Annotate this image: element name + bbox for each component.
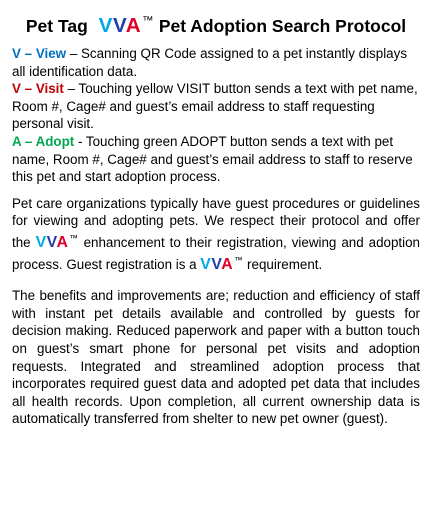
view-definition — [12, 45, 420, 80]
title-prefix: Pet Tag — [25, 15, 88, 36]
vva-letter-v2: V — [211, 255, 222, 273]
title-suffix: Pet Adoption Search Protocol — [158, 15, 407, 36]
benefits-paragraph: The benefits and improvements are; reduction and efficiency of staff with instant pet details available and controlled by guests for decision making. Reduced paperwork and paper with a button touch on guest’s smart phone for personal pet visits and adoption requests. Integrated and streamlined adoption process that incorporates required guest data and adopted pet data that includes all health records. Upon completion, all current ownership data is automatically transferred from shelter to new pet owner (guest). — [12, 288, 420, 427]
view-text: – Scanning QR Code assigned to a pet instantly displays all identification data. — [12, 45, 408, 79]
adopt-text: - Touching green ADOPT button sends a text with pet name, Room #, Cage# and guest’s email address to staff to reserve this pet and start adoption process. — [12, 133, 413, 185]
vva-letter-v1: V — [98, 13, 113, 37]
vva-letter-v2: V — [112, 13, 126, 37]
vva-logo-inline-2 — [200, 256, 243, 273]
protocol-text-1: Pet care organizations typically have guest procedures or guidelines for viewing and adopting pets. We respect their protocol and offer the — [12, 195, 420, 250]
vva-letter-v1: V — [200, 255, 212, 273]
page-title — [12, 10, 420, 37]
trademark-symbol: ™ — [234, 254, 244, 265]
vva-letter-a: A — [125, 13, 142, 37]
vva-logo-inline-1 — [36, 234, 79, 251]
vva-letter-a: A — [56, 233, 69, 251]
protocol-text-2: enhancement to their registration, viewing and adoption process. Guest registration is a — [12, 234, 420, 272]
trademark-symbol: ™ — [142, 15, 154, 27]
adopt-definition — [12, 133, 420, 186]
protocol-text-3: requirement. — [243, 256, 323, 272]
vva-letter-v1: V — [35, 233, 47, 251]
vva-logo — [99, 14, 154, 37]
visit-text: – Touching yellow VISIT button sends a text with pet name, Room #, Cage# and guest’s email address to staff requesting personal visit. — [12, 81, 418, 132]
adopt-key: A – Adopt — [12, 133, 75, 149]
visit-definition — [12, 80, 420, 133]
view-key: V – View — [12, 45, 67, 61]
protocol-paragraph — [12, 195, 420, 274]
vva-letter-a: A — [221, 255, 234, 273]
visit-key: V – Visit — [12, 81, 64, 97]
vva-letter-v2: V — [46, 233, 57, 251]
trademark-symbol: ™ — [69, 232, 79, 243]
